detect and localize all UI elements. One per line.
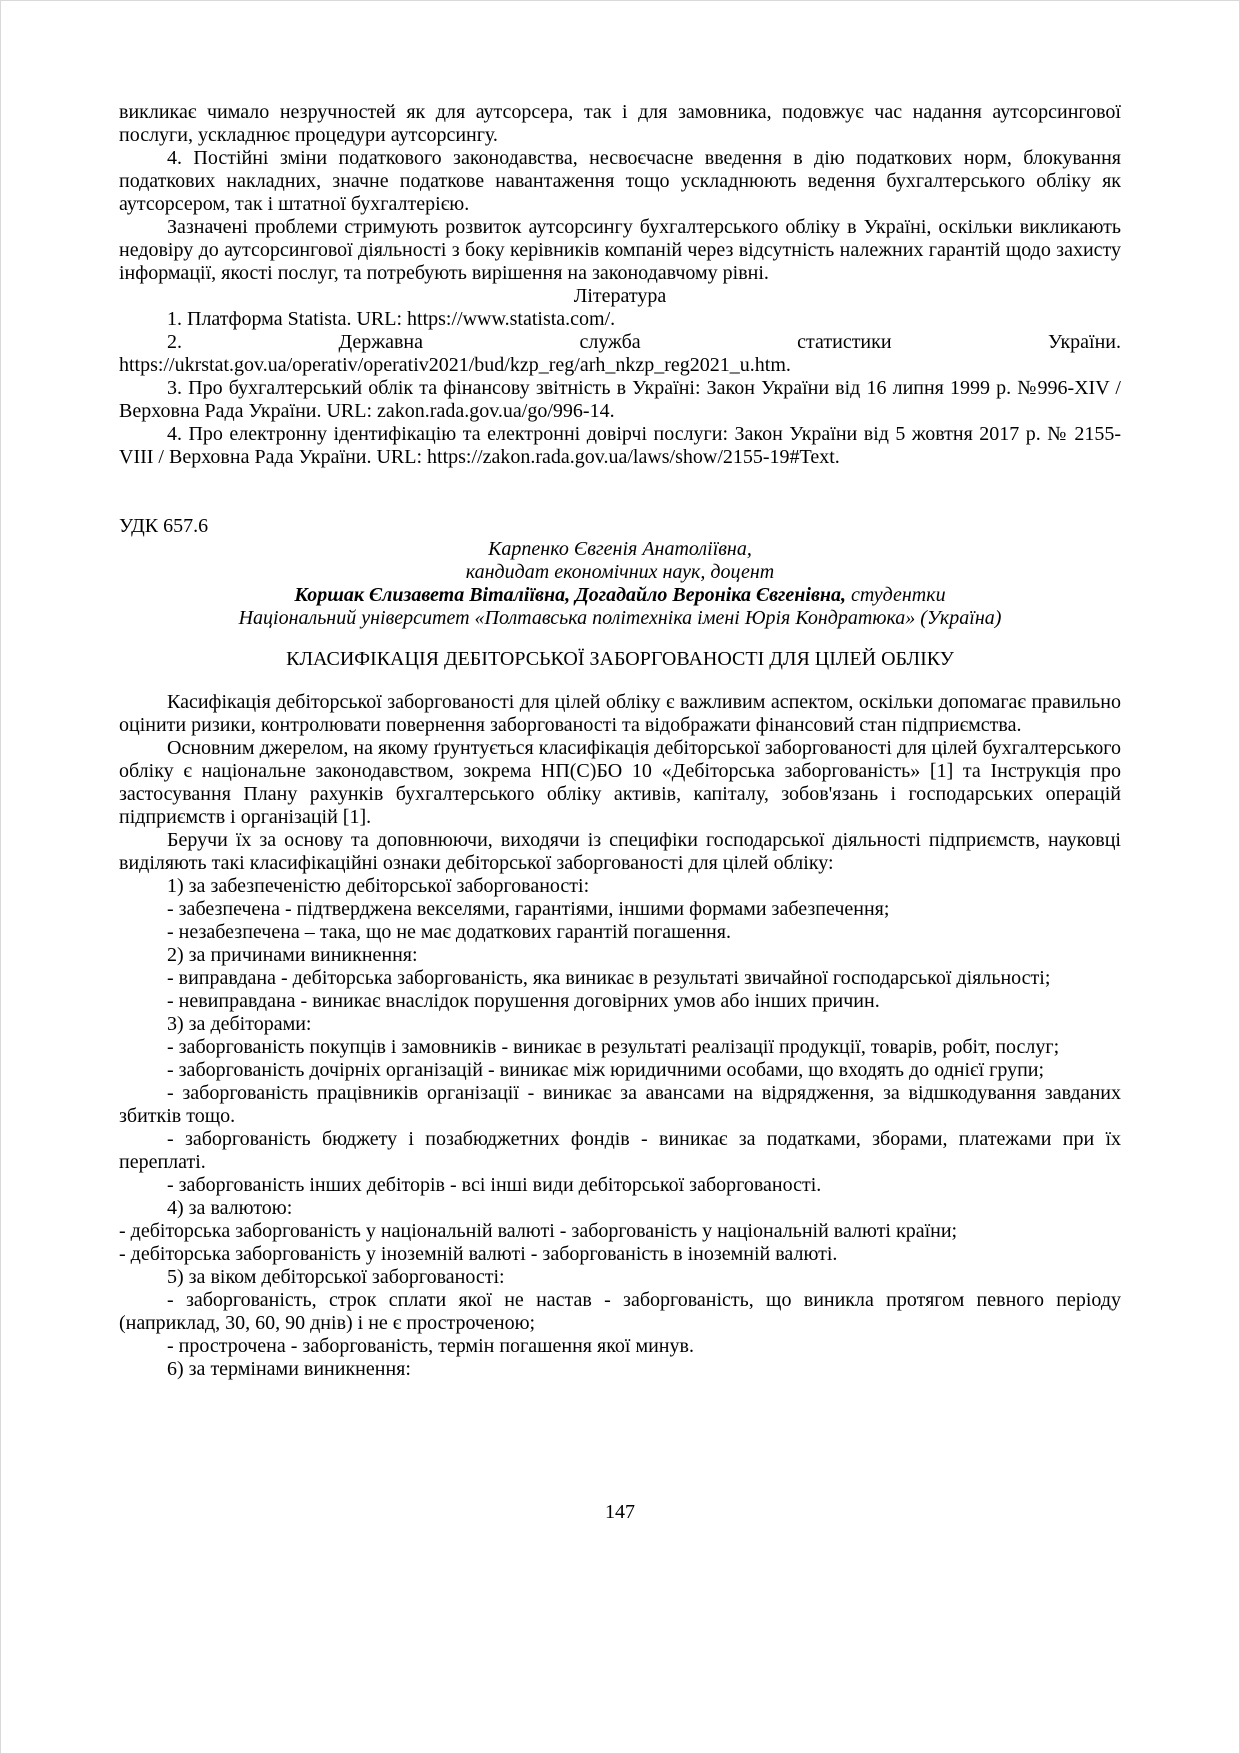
classification-item: - заборгованість покупців і замовників - виникає в результаті реалізації продукції, товарів, робіт, послуг; (167, 1036, 1060, 1058)
classification-item: - забезпечена - підтверджена векселями, гарантіями, іншими формами забезпечення; (167, 898, 890, 920)
classification-item: 2) за причинами виникнення: (167, 944, 418, 966)
classification-item: - заборгованість дочірніх організацій - виникає між юридичними особами, що входять до однієї групи; (167, 1059, 1045, 1081)
page-number: 147 (605, 1501, 635, 1523)
udc-code: УДК 657.6 (119, 515, 209, 537)
classification-item: - незабезпечена – така, що не має додаткових гарантій погашення. (167, 921, 731, 943)
authors-students-line (119, 584, 1121, 607)
reference-item-1: 1. Платформа Statista. URL: https://www.statista.com/. (167, 308, 616, 330)
intro-paragraph: Касифікація дебіторської заборгованості для цілей обліку є важливим аспектом, оскільки допомагає правильно оцінити ризики, контролювати повернення заборгованості та відображати фінансовий стан підприємства. (119, 691, 1121, 736)
paragraph-outsourcing-continuation: викликає чимало незручностей як для аутсорсера, так і для замовника, подовжує час надання аутсорсингової послуги, ускладнює процедури аутсорсингу. (119, 101, 1121, 146)
classification-item: 1) за забезпеченістю дебіторської заборгованості: (167, 875, 590, 897)
classification-item: - дебіторська заборгованість у національній валюті - заборгованість у національній валюті країни; (119, 1220, 958, 1242)
author-name-main: Карпенко Євгенія Анатоліївна, (488, 538, 752, 560)
classification-item: 5) за віком дебіторської заборгованості: (167, 1266, 505, 1288)
classification-item: 4) за валютою: (167, 1197, 293, 1219)
classification-item: - заборгованість, строк сплати якої не настав - заборгованість, що виникла протягом певного періоду (наприклад, 30, 60, 90 днів) і не є простроченою; (119, 1289, 1121, 1334)
classification-item: - заборгованість бюджету і позабюджетних фондів - виникає за податками, зборами, платежами при їх переплаті. (119, 1128, 1121, 1173)
authors-students-names: Коршак Єлизавета Віталіївна, Догадайло Вероніка Євгенівна, (294, 584, 846, 606)
reference-item-3: 3. Про бухгалтерський облік та фінансову звітність в Україні: Закон України від 16 липня 1999 р. №996-XIV / Верховна Рада України. URL: zakon.rada.gov.ua/go/996-14. (119, 377, 1121, 422)
classification-item: 6) за термінами виникнення: (167, 1358, 411, 1380)
classification-intro-paragraph: Беручи їх за основу та доповнюючи, виходячи із специфіки господарської діяльності підприємств, науковці виділяють такі класифікаційні ознаки дебіторської заборгованості для цілей обліку: (119, 829, 1121, 874)
page-content (1, 1, 1239, 1381)
sources-paragraph: Основним джерелом, на якому ґрунтується класифікація дебіторської заборгованості для цілей бухгалтерського обліку є національне законодавством, зокрема НП(С)БО 10 «Дебіторська заборгованість» [1] та Інструкція про застосування Плану рахунків бухгалтерського обліку активів, капіталу, зобов'язань і господарських операцій підприємств і організацій [1]. (119, 737, 1121, 828)
classification-item: - прострочена - заборгованість, термін погашення якої минув. (167, 1335, 694, 1357)
article-title: КЛАСИФІКАЦІЯ ДЕБІТОРСЬКОЇ ЗАБОРГОВАНОСТІ ДЛЯ ЦІЛЕЙ ОБЛІКУ (286, 648, 954, 670)
classification-item: - невиправдана - виникає внаслідок порушення договірних умов або інших причин. (167, 990, 880, 1012)
paragraph-identified-problems: Зазначені проблеми стримують розвиток аутсорсингу бухгалтерського обліку в Україні, оскільки викликають недовіру до аутсорсингової діяльності з боку керівників компаній через відсутність належних гарантій щодо захисту інформації, якості послуг, та потребують вирішення на законодавчому рівні. (119, 216, 1121, 284)
reference-item-4: 4. Про електронну ідентифікацію та електронні довірчі послуги: Закон України від 5 жовтня 2017 р. № 2155-VIII / Верховна Рада України. URL: https://zakon.rada.gov.ua/laws/show/2155-19#Text. (119, 423, 1121, 468)
previous-article-end (119, 101, 1121, 469)
authors-students-role: студентки (850, 584, 946, 606)
classification-item: - виправдана - дебіторська заборгованість, яка виникає в результаті звичайної господарської діяльності; (167, 967, 1051, 989)
classification-item: - заборгованість інших дебіторів - всі інші види дебіторської заборгованості. (167, 1174, 822, 1196)
classification-item: - дебіторська заборгованість у іноземній валюті - заборгованість в іноземній валюті. (119, 1243, 838, 1265)
references-heading: Література (573, 285, 667, 307)
affiliation: Національний університет «Полтавська політехніка імені Юрія Кондратюка» (Україна) (238, 607, 1002, 629)
paragraph-tax-legislation: 4. Постійні зміни податкового законодавства, несвоєчасне введення в дію податкових норм, блокування податкових накладних, значне податкове навантаження тощо ускладнюють ведення бухгалтерського обліку як аутсорсером, так і штатної бухгалтерією. (119, 147, 1121, 215)
reference-item-2: 2. Державна служба статистики України. https://ukrstat.gov.ua/operativ/operativ2021/bud/kzp_reg/arh_nkzp_reg2021_u.htm. (119, 331, 1121, 376)
classification-item: 3) за дебіторами: (167, 1013, 312, 1035)
classification-item: - заборгованість працівників організації - виникає за авансами на відрядження, за відшкодування завданих збитків тощо. (119, 1082, 1121, 1127)
author-degree: кандидат економічних наук, доцент (465, 561, 775, 583)
article (119, 515, 1121, 1381)
